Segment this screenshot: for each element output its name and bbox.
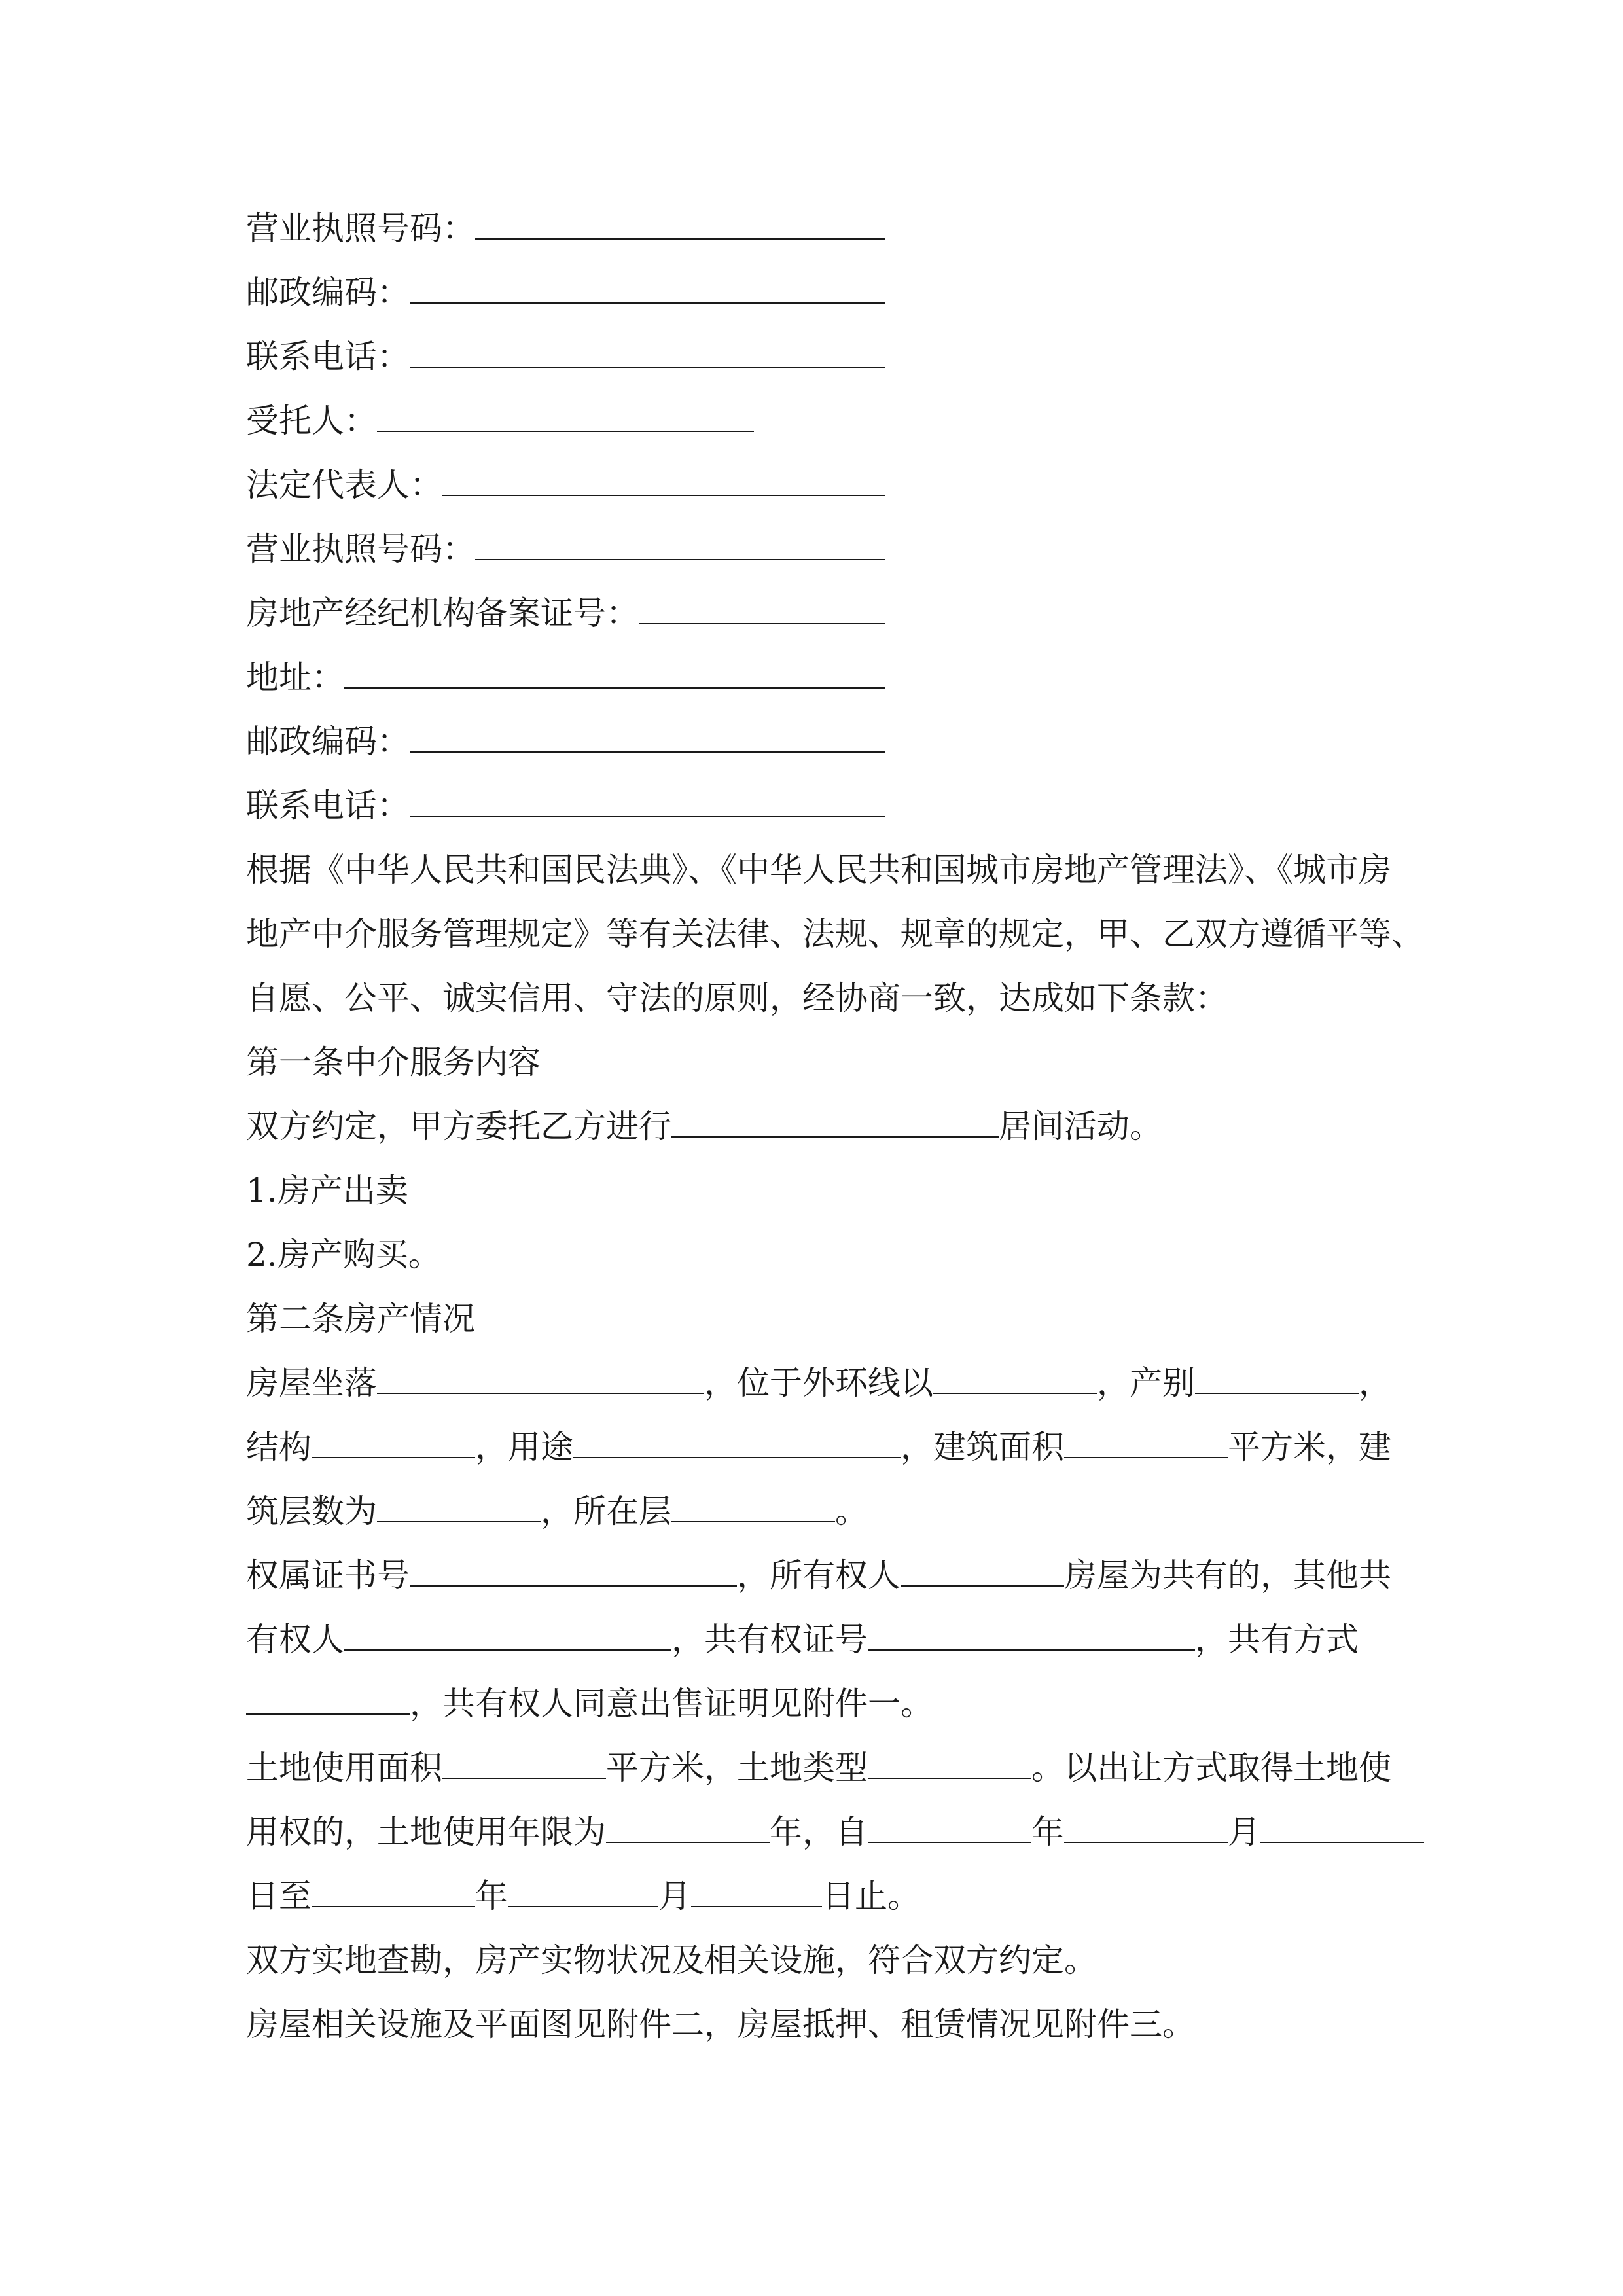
land-term-label: 用权的，土地使用年限为 bbox=[246, 1813, 606, 1851]
owner-blank[interactable] bbox=[901, 1545, 1064, 1587]
property-type-label: ，产别 bbox=[1097, 1364, 1195, 1402]
service-agreement-text: 双方约定，甲方委托乙方进行 bbox=[246, 1107, 671, 1145]
address-blank[interactable] bbox=[344, 647, 885, 689]
postal-code-line-a bbox=[246, 260, 1385, 325]
property-location-line bbox=[246, 1351, 1391, 1415]
land-type-blank[interactable] bbox=[868, 1737, 1031, 1779]
usage-blank[interactable] bbox=[573, 1416, 901, 1458]
floors-label: 筑层数为 bbox=[246, 1492, 377, 1530]
co-ownership-cert-blank[interactable] bbox=[868, 1609, 1195, 1651]
year-from-label: 年，自 bbox=[770, 1813, 868, 1851]
co-owner-blank[interactable] bbox=[344, 1609, 671, 1651]
ring-road-blank[interactable] bbox=[933, 1352, 1097, 1394]
day-end-label: 日止。 bbox=[822, 1877, 920, 1915]
floors-blank[interactable] bbox=[377, 1480, 541, 1522]
preamble-line-2: 地产中介服务管理规定》等有关法律、法规、规章的规定，甲、乙双方遵循平等、 bbox=[246, 915, 1424, 953]
phone-line-b bbox=[246, 774, 1385, 838]
ring-road-label: ，位于外环线以 bbox=[704, 1364, 933, 1402]
co-owner-label: 有权人 bbox=[246, 1621, 344, 1659]
contract-body bbox=[246, 196, 1424, 2056]
trustee-label: 受托人： bbox=[246, 402, 377, 440]
phone-line-a bbox=[246, 325, 1385, 389]
located-floor-label: ，所在层 bbox=[541, 1492, 671, 1530]
co-ownership-mode-blank[interactable] bbox=[246, 1673, 410, 1715]
phone-label-a: 联系电话： bbox=[246, 338, 410, 376]
article-1-title: 第一条中介服务内容 bbox=[246, 1043, 541, 1081]
legal-rep-blank[interactable] bbox=[442, 454, 885, 496]
structure-line bbox=[246, 1415, 1391, 1479]
license-number-blank-b[interactable] bbox=[475, 518, 885, 560]
license-number-line-a bbox=[246, 196, 1385, 260]
land-term-end-line bbox=[246, 1864, 1385, 1928]
option-property-sale: 1.房产出卖 bbox=[246, 1172, 408, 1210]
postal-code-blank-a[interactable] bbox=[410, 262, 885, 304]
consent-text: ，共有权人同意出售证明见附件一。 bbox=[410, 1685, 933, 1723]
structure-label: 结构 bbox=[246, 1428, 312, 1466]
floor-area-blank[interactable] bbox=[1064, 1416, 1228, 1458]
agency-record-blank[interactable] bbox=[639, 583, 885, 624]
legal-rep-label: 法定代表人： bbox=[246, 466, 442, 504]
trustee-blank[interactable] bbox=[377, 390, 754, 432]
end-day-blank[interactable] bbox=[691, 1865, 822, 1907]
land-term-line bbox=[246, 1800, 1385, 1864]
land-type-label: 平方米，土地类型 bbox=[606, 1749, 868, 1787]
period-text: 。 bbox=[835, 1492, 868, 1530]
service-agreement-suffix: 居间活动。 bbox=[999, 1107, 1162, 1145]
located-floor-blank[interactable] bbox=[671, 1480, 835, 1522]
land-area-blank[interactable] bbox=[442, 1737, 606, 1779]
address-line bbox=[246, 645, 1385, 709]
trustee-line bbox=[246, 389, 1385, 453]
service-scope-blank[interactable] bbox=[671, 1096, 999, 1138]
location-blank[interactable] bbox=[377, 1352, 704, 1394]
phone-blank-a[interactable] bbox=[410, 326, 885, 368]
start-day-blank[interactable] bbox=[1260, 1801, 1424, 1843]
postal-code-label-b: 邮政编码： bbox=[246, 723, 410, 761]
inspection-line: 双方实地查勘，房产实物状况及相关设施，符合双方约定。 bbox=[246, 1941, 1097, 1979]
postal-code-label-a: 邮政编码： bbox=[246, 274, 410, 312]
postal-code-blank-b[interactable] bbox=[410, 711, 885, 753]
certificate-blank[interactable] bbox=[410, 1545, 737, 1587]
day-to-label: 日至 bbox=[246, 1877, 312, 1915]
end-month-blank[interactable] bbox=[508, 1865, 658, 1907]
license-number-blank-a[interactable] bbox=[475, 198, 885, 240]
month-label: 月 bbox=[1228, 1813, 1260, 1851]
address-label: 地址： bbox=[246, 658, 344, 696]
end-year-label: 年 bbox=[475, 1877, 508, 1915]
legal-rep-line bbox=[246, 453, 1385, 517]
floor-area-label: ，建筑面积 bbox=[901, 1428, 1064, 1466]
land-transfer-text: 。以出让方式取得土地使 bbox=[1031, 1749, 1391, 1787]
license-number-label-a: 营业执照号码： bbox=[246, 209, 475, 247]
sqm-unit-text: 平方米，建 bbox=[1228, 1428, 1391, 1466]
end-month-label: 月 bbox=[658, 1877, 691, 1915]
license-number-label-b: 营业执照号码： bbox=[246, 530, 475, 568]
co-ownership-mode-line bbox=[246, 1672, 1385, 1736]
start-year-blank[interactable] bbox=[868, 1801, 1031, 1843]
phone-label-b: 联系电话： bbox=[246, 787, 410, 825]
postal-code-line-b bbox=[246, 709, 1385, 774]
year-label: 年 bbox=[1031, 1813, 1064, 1851]
agency-record-label: 房地产经纪机构备案证号： bbox=[246, 594, 639, 632]
option-property-purchase: 2.房产购买。 bbox=[246, 1236, 441, 1274]
preamble-line-1: 根据《中华人民共和国民法典》、《中华人民共和国城市房地产管理法》、《城市房 bbox=[246, 851, 1391, 889]
co-ownership-mode-label: ，共有方式 bbox=[1195, 1621, 1359, 1659]
license-number-line-b bbox=[246, 517, 1385, 581]
phone-blank-b[interactable] bbox=[410, 775, 885, 817]
attachments-line: 房屋相关设施及平面图见附件二，房屋抵押、租赁情况见附件三。 bbox=[246, 2005, 1195, 2043]
owner-label: ，所有权人 bbox=[737, 1556, 901, 1594]
land-term-years-blank[interactable] bbox=[606, 1801, 770, 1843]
article-2-title: 第二条房产情况 bbox=[246, 1300, 475, 1338]
land-area-label: 土地使用面积 bbox=[246, 1749, 442, 1787]
co-owner-line bbox=[246, 1607, 1385, 1672]
service-agreement-line bbox=[246, 1094, 1385, 1158]
co-ownership-cert-label: ，共有权证号 bbox=[671, 1621, 868, 1659]
end-year-blank[interactable] bbox=[312, 1865, 475, 1907]
certificate-line bbox=[246, 1543, 1391, 1607]
floors-line bbox=[246, 1479, 1385, 1543]
property-type-blank[interactable] bbox=[1195, 1352, 1359, 1394]
agency-record-line bbox=[246, 581, 1385, 645]
structure-blank[interactable] bbox=[312, 1416, 475, 1458]
co-owned-text: 房屋为共有的，其他共 bbox=[1064, 1556, 1391, 1594]
usage-label: ，用途 bbox=[475, 1428, 573, 1466]
start-month-blank[interactable] bbox=[1064, 1801, 1228, 1843]
location-label: 房屋坐落 bbox=[246, 1364, 377, 1402]
preamble-line-3: 自愿、公平、诚实信用、守法的原则，经协商一致，达成如下条款： bbox=[246, 979, 1228, 1017]
land-area-line bbox=[246, 1736, 1391, 1800]
comma-text: ， bbox=[1359, 1364, 1391, 1402]
certificate-label: 权属证书号 bbox=[246, 1556, 410, 1594]
